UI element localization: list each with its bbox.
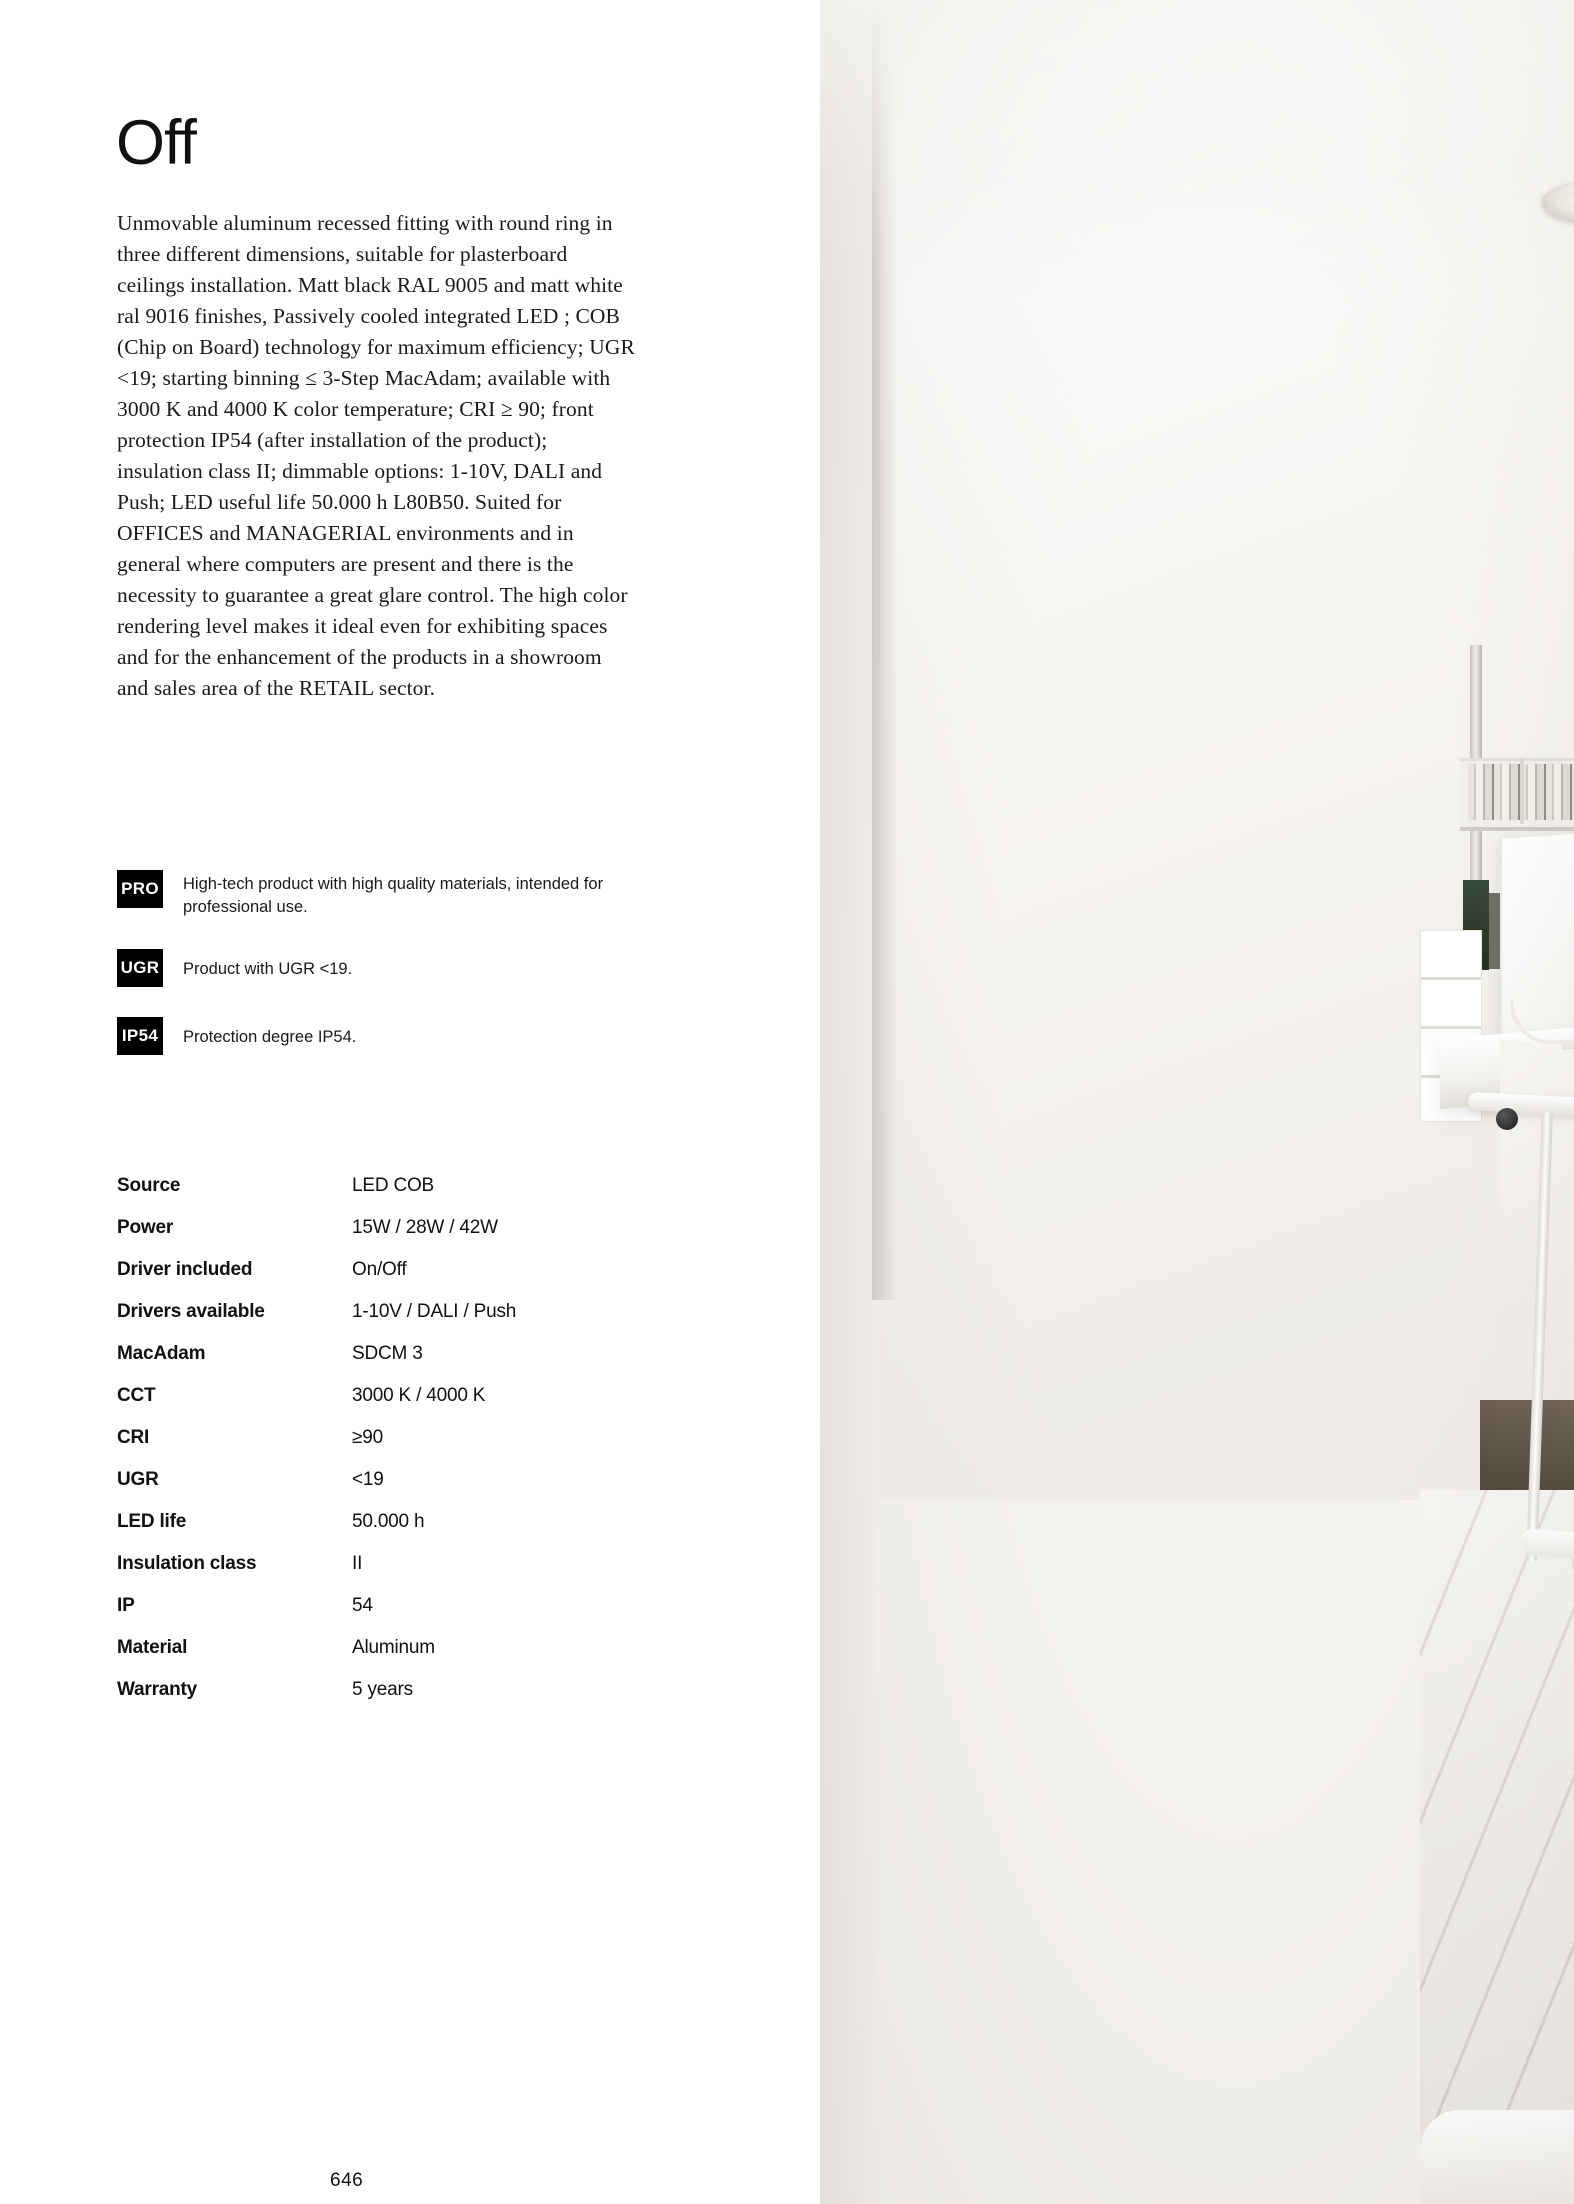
table-row: [117, 1385, 717, 1427]
photo-railing-knob: [1496, 1108, 1518, 1130]
photo-ceiling-highlight: [820, 0, 1574, 300]
table-row: [117, 1259, 717, 1301]
table-row: [117, 1343, 717, 1385]
spec-label: Material: [117, 1637, 188, 1658]
spec-label: Warranty: [117, 1679, 198, 1700]
pro-icon: PRO: [117, 870, 163, 908]
spec-label: CCT: [117, 1385, 156, 1406]
product-photo: [820, 0, 1574, 2204]
spec-label: LED life: [117, 1511, 187, 1532]
table-row: [117, 1469, 717, 1511]
ugr-icon: UGR: [117, 949, 163, 987]
table-row: [117, 1553, 717, 1595]
table-row: [117, 1511, 717, 1553]
badge-item-ip54: [117, 1017, 677, 1055]
spec-value: SDCM 3: [352, 1343, 423, 1364]
badge-list: [117, 870, 677, 1085]
spec-value: 50.000 h: [352, 1511, 425, 1532]
table-row: [117, 1637, 717, 1679]
spec-value: 5 years: [352, 1679, 413, 1700]
badge-label-ip54: Protection degree IP54.: [183, 1028, 357, 1046]
spec-value: 54: [352, 1595, 373, 1616]
table-row: [117, 1217, 717, 1259]
spec-value: II: [352, 1553, 363, 1574]
spec-label: Drivers available: [117, 1301, 265, 1322]
spec-label: Source: [117, 1175, 181, 1196]
badge-item-pro: [117, 870, 677, 919]
table-row: [117, 1175, 717, 1217]
spec-label: Driver included: [117, 1259, 253, 1280]
specifications-table: [117, 1175, 717, 1721]
page-number: 646: [330, 2170, 364, 2191]
photo-floor-tiles: [1420, 1490, 1574, 2204]
photo-wall-left: [820, 0, 878, 2204]
table-row: [117, 1595, 717, 1637]
spec-label: Power: [117, 1217, 174, 1238]
spec-label: UGR: [117, 1469, 159, 1490]
spec-value: On/Off: [352, 1259, 407, 1280]
photo-shelf-divider: [1520, 758, 1524, 824]
table-row: [117, 1679, 717, 1721]
spec-label: IP: [117, 1595, 135, 1616]
spec-value: LED COB: [352, 1175, 435, 1196]
spec-value: 1-10V / DALI / Push: [352, 1301, 517, 1322]
spec-value: ≥90: [352, 1427, 383, 1448]
photo-foreground-panel: [1420, 2110, 1574, 2204]
spec-label: Insulation class: [117, 1553, 257, 1574]
badge-label-ugr: Product with UGR <19.: [183, 960, 353, 978]
spec-value: Aluminum: [352, 1637, 435, 1658]
spec-label: CRI: [117, 1427, 150, 1448]
badge-label-pro: High-tech product with high quality materials, intended for professional use.: [183, 875, 604, 916]
spec-label: MacAdam: [117, 1343, 206, 1364]
table-row: [117, 1427, 717, 1469]
table-row: [117, 1301, 717, 1343]
product-description: Unmovable aluminum recessed fitting with round ring in three different dimensions, suitable for plasterboard ceilings installation. Matt black RAL 9005 and matt white ral 9016 finishes, Passively cooled integrated LED ; COB (Chip on Board) technology for maximum efficiency; UGR <19; starting binning ≤ 3-Step MacAdam; available with 3000 K and 4000 K color temperature; CRI ≥ 90; front protection IP54 (after installation of the product); insulation class II; dimmable options: 1-10V, DALI and Push; LED useful life 50.000 h L80B50. Suited for OFFICES and MANAGERIAL environments and in general where computers are present and there is the necessity to guarantee a great glare control. The high color rendering level makes it ideal even for exhibiting spaces and for the enhancement of the products in a showroom and sales area of the RETAIL sector.: [117, 210, 635, 700]
spec-value: 15W / 28W / 42W: [352, 1217, 498, 1238]
spec-value: 3000 K / 4000 K: [352, 1385, 486, 1406]
badge-item-ugr: [117, 949, 677, 987]
ip54-icon: IP54: [117, 1017, 163, 1055]
spec-value: <19: [352, 1469, 384, 1490]
page-title: Off: [116, 108, 196, 179]
